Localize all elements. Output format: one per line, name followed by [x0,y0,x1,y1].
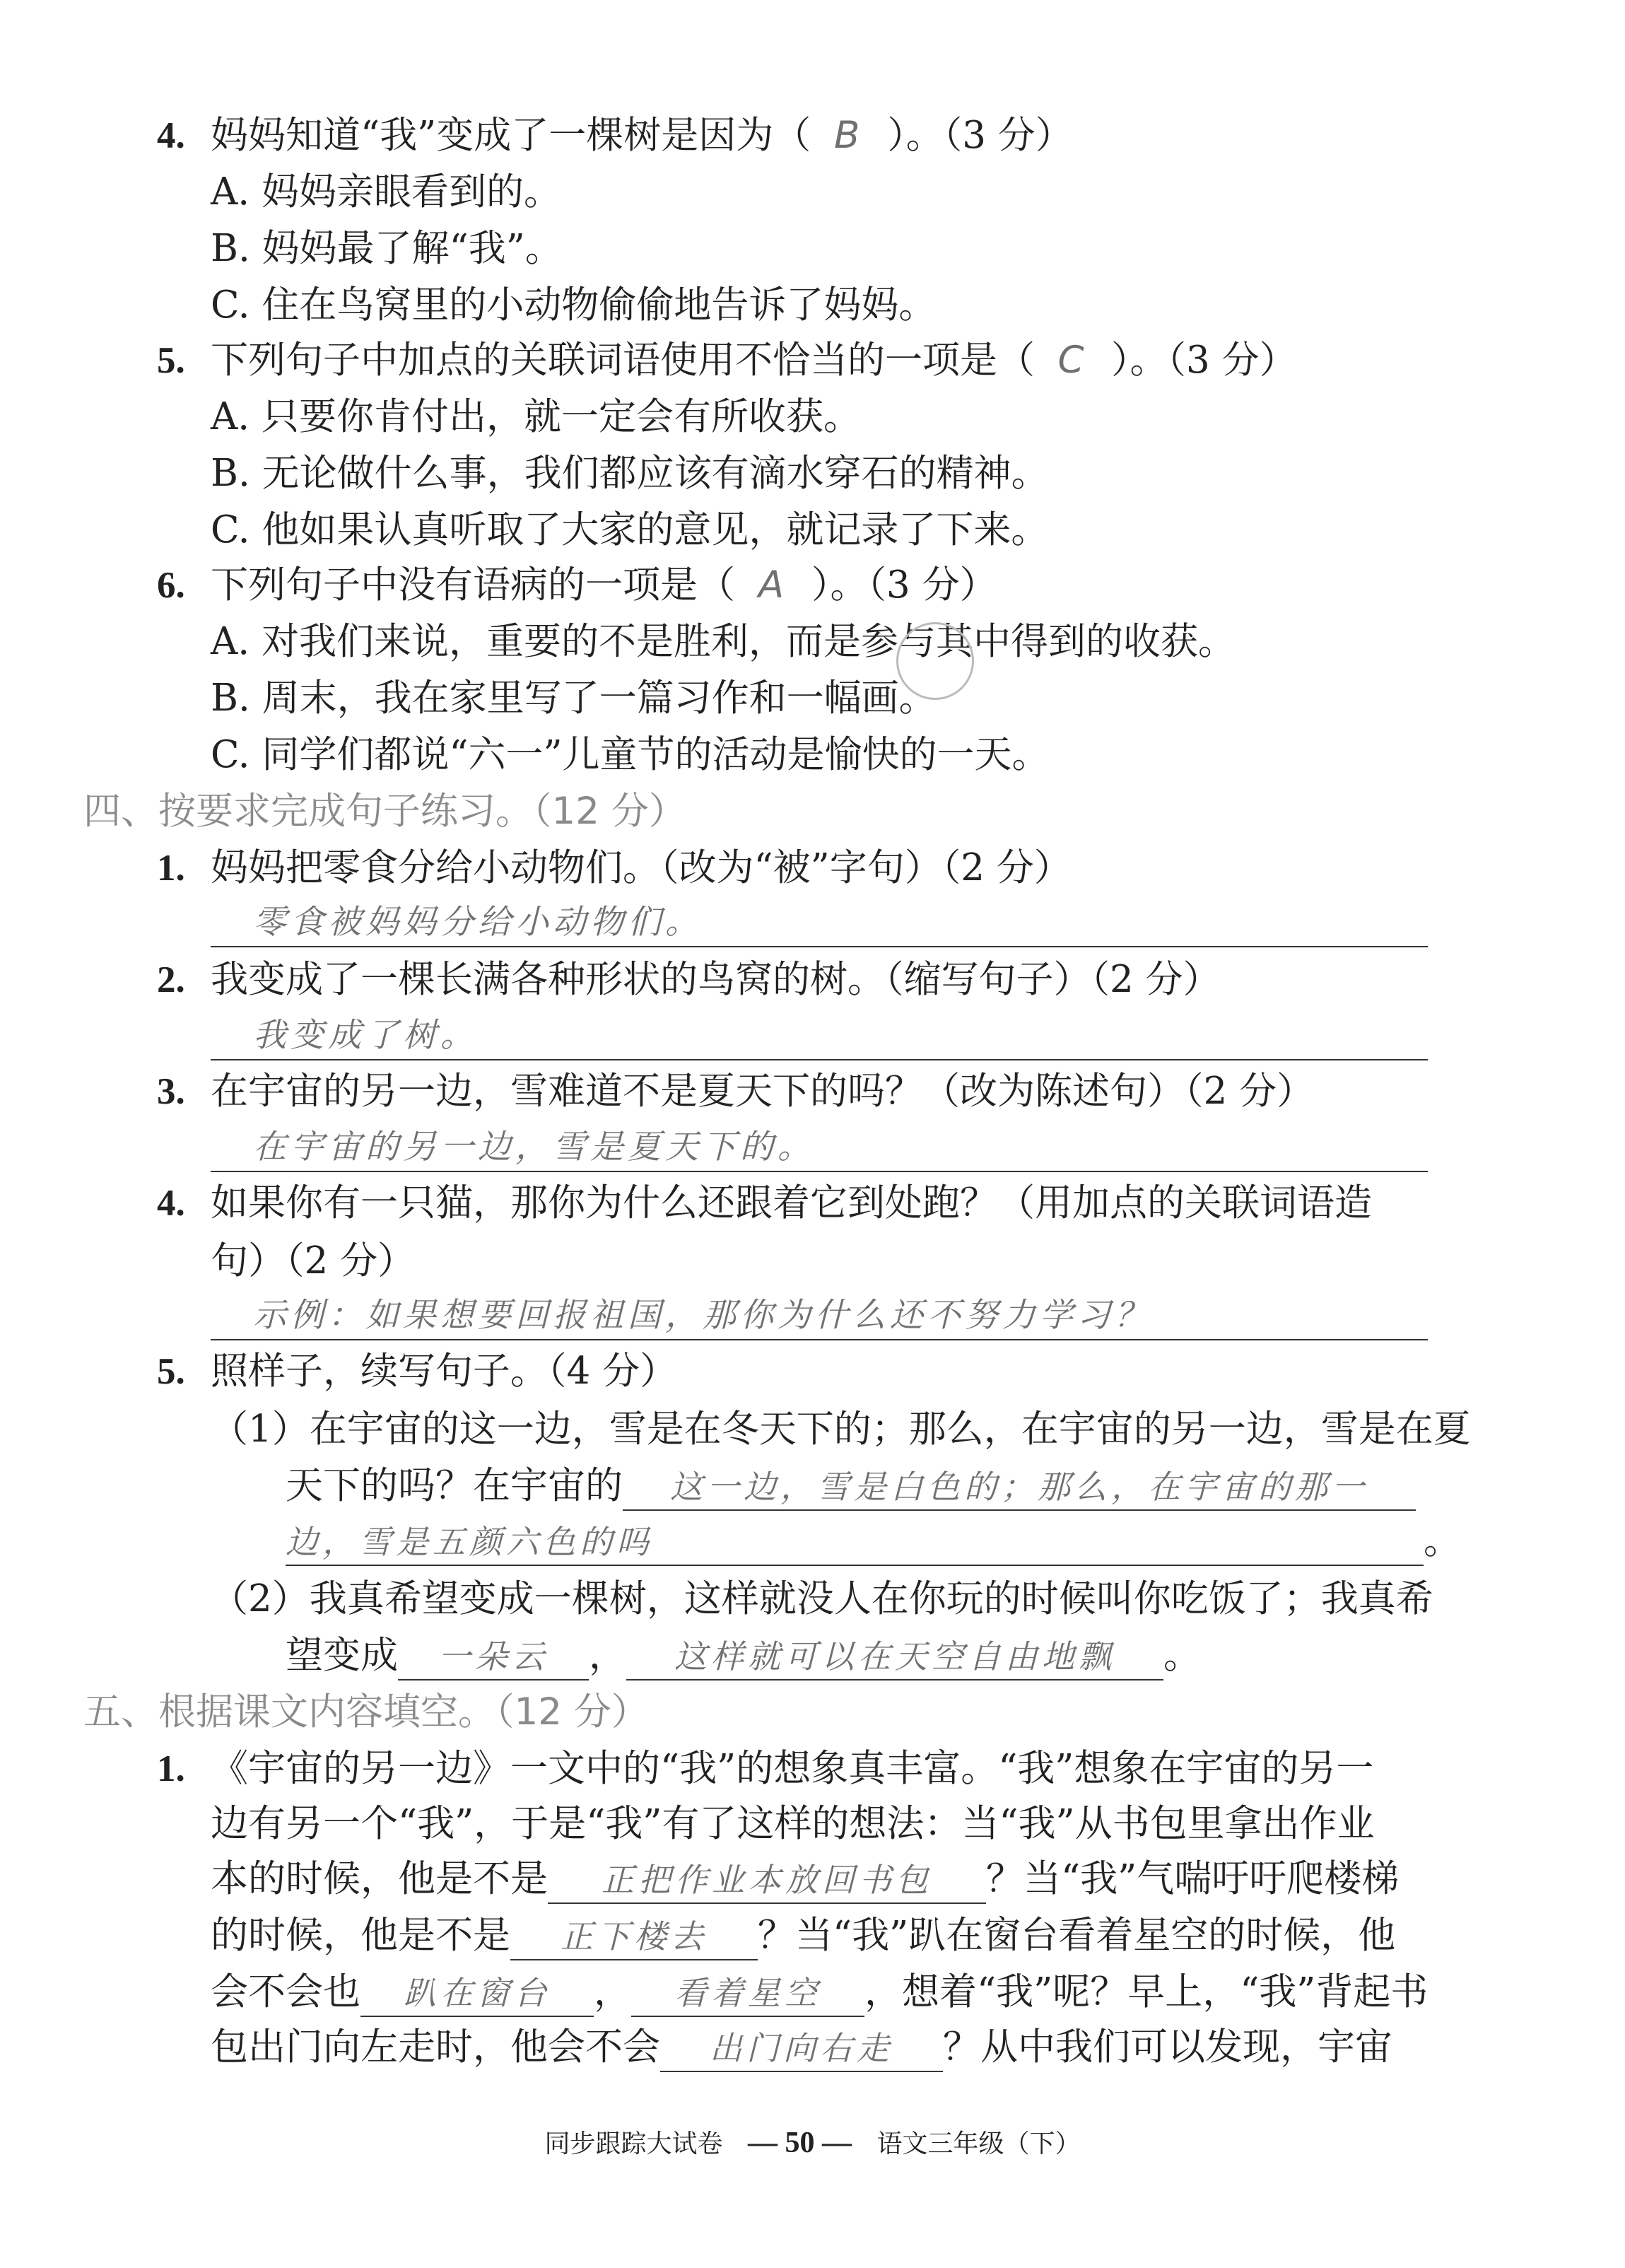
q5-option-a: A. 只要你肯付出，就一定会有所收获。 [211,395,861,438]
q6-option-c: C. 同学们都说“六一”儿童节的活动是愉快的一天。 [211,733,1050,776]
s4-q5-p2-line1: （2）我真希望变成一棵树，这样就没人在你玩的时候叫你吃饭了；我真希 [211,1577,1433,1620]
s4-q5-stem: 5. 照样子，续写句子。（4 分） [157,1350,678,1393]
s4-q5-p2-line2: 望变成 一朵云 ， 这样就可以在天空自由地飘 。 [286,1633,1201,1680]
q5-stem: 5. 下列句子中加点的关联词语使用不恰当的一项是（ C ）。（3 分） [157,339,1297,382]
s4-q4-answer-line[interactable] [211,1291,1428,1340]
page-footer [0,2124,1625,2160]
s4-q5-p1-line1: （1）在宇宙的这一边，雪是在冬天下的；那么，在宇宙的另一边，雪是在夏 [211,1408,1471,1451]
s4-q3-stem: 3. 在宇宙的另一边，雪难道不是夏天下的吗？（改为陈述句）（2 分） [157,1070,1315,1113]
section-5-title: 五、根据课文内容填空。（12 分） [83,1690,649,1734]
s4-q3-answer: 在宇宙的另一边，雪是夏天下的。 [253,1128,815,1167]
s5-blank-5[interactable]: 出门向右走 [660,2025,943,2072]
q5-option-b: B. 无论做什么事，我们都应该有滴水穿石的精神。 [211,452,1049,495]
q6-stem: 6. 下列句子中没有语病的一项是（ A ）。（3 分） [157,563,997,607]
page-number: — 50 — [748,2127,852,2159]
q5-answer[interactable]: C [1057,339,1089,382]
s5-q1-line5: 会不会也 趴在窗台 ， 看着星空 ，想着“我”呢？早上，“我”背起书 [211,1970,1428,2017]
s5-q1-line6: 包出门向左走时，他会不会 出门向右走 ？从中我们可以发现，宇宙 [211,2025,1392,2072]
s4-q5-p2-blank2[interactable]: 这样就可以在天空自由地飘 [626,1633,1163,1680]
q4-option-a: A. 妈妈亲眼看到的。 [211,170,561,214]
s4-q4-stem: 4. 如果你有一只猫，那你为什么还跟着它到处跑？（用加点的关联词语造 [157,1181,1372,1224]
s5-q1-line4: 的时候，他是不是 正下楼去 ？当“我”趴在窗台看着星空的时候，他 [211,1913,1395,1960]
footer-book-title: 同步跟踪大试卷 [544,2129,723,2158]
s4-q3-answer-line[interactable] [211,1123,1428,1172]
s5-q1-line2: 边有另一个“我”，于是“我”有了这样的想法：当“我”从书包里拿出作业 [211,1802,1375,1845]
footer-subject: 语文三年级（下） [876,2129,1081,2158]
q4-option-b: B. 妈妈最了解“我”。 [211,227,563,270]
section-4-title: 四、按要求完成句子练习。（12 分） [83,790,686,833]
s5-q1-line1: 1. 《宇宙的另一边》一文中的“我”的想象真丰富。“我”想象在宇宙的另一 [157,1747,1374,1790]
s4-q5-p1-blank2[interactable]: 边，雪是五颜六色的吗 [286,1519,1424,1566]
q4-option-c: C. 住在鸟窝里的小动物偷偷地告诉了妈妈。 [211,284,937,327]
s5-q1-line3: 本的时候，他是不是 正把作业本放回书包 ？当“我”气喘吁吁爬楼梯 [211,1857,1399,1904]
q4-answer[interactable]: B [834,114,864,157]
s4-q1-stem: 1. 妈妈把零食分给小动物们。（改为“被”字句）（2 分） [157,846,1072,889]
s4-q4-answer: 示例：如果想要回报祖国，那你为什么还不努力学习？ [253,1296,1152,1335]
s4-q1-answer: 零食被妈妈分给小动物们。 [253,903,703,942]
s4-q4-stem-cont: 句）（2 分） [211,1239,416,1282]
s5-blank-2[interactable]: 正下楼去 [510,1913,758,1960]
s4-q2-answer: 我变成了树。 [253,1016,478,1055]
s4-q5-p1-line3: 边，雪是五颜六色的吗 。 [286,1519,1461,1566]
q5-option-c: C. 他如果认真听取了大家的意见，就记录了下来。 [211,508,1049,551]
q6-option-b: B. 周末，我在家里写了一篇习作和一幅画。 [211,677,937,720]
s4-q5-p2-blank1[interactable]: 一朵云 [398,1633,589,1680]
s4-q5-p1-blank1[interactable]: 这一边，雪是白色的；那么，在宇宙的那一 [623,1463,1416,1511]
s4-q1-answer-line[interactable] [211,898,1428,947]
q6-answer[interactable]: A [758,563,789,607]
s4-q2-answer-line[interactable] [211,1011,1428,1060]
s5-blank-1[interactable]: 正把作业本放回书包 [548,1857,986,1904]
q6-option-a: A. 对我们来说，重要的不是胜利，而是参与其中得到的收获。 [211,620,1236,663]
s4-q2-stem: 2. 我变成了一棵长满各种形状的鸟窝的树。（缩写句子）（2 分） [157,958,1221,1001]
s5-blank-3[interactable]: 趴在窗台 [360,1970,594,2017]
s4-q5-p1-line2: 天下的吗？在宇宙的 这一边，雪是白色的；那么，在宇宙的那一 [286,1463,1416,1511]
stamp-seal-icon [896,622,974,700]
s5-blank-4[interactable]: 看着星空 [631,1970,864,2017]
q4-stem: 4. 妈妈知道“我”变成了一棵树是因为（ B ）。（3 分） [157,114,1073,157]
